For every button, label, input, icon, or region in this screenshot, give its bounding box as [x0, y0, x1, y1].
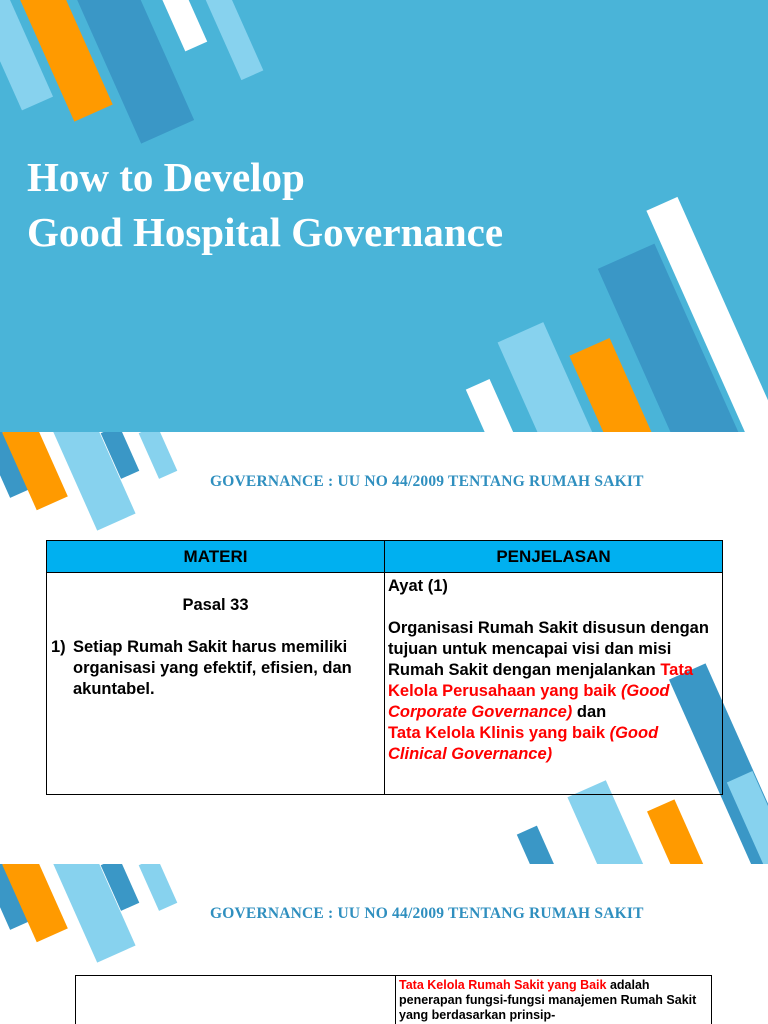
table-header-row: [47, 541, 723, 573]
pasal-label: Pasal 33: [182, 596, 249, 614]
governance-table: [46, 540, 723, 795]
decor-stripe: [647, 799, 707, 864]
table-row: [47, 573, 723, 795]
governance-slide-2: [0, 864, 768, 1024]
governance-table-2: [75, 975, 712, 1024]
slide-heading: GOVERNANCE : UU NO 44/2009 TENTANG RUMAH SAKIT: [210, 905, 644, 922]
definition-cell: [396, 976, 712, 1024]
governance-slide: [0, 432, 768, 864]
decor-stripe: [153, 0, 207, 51]
explanation-red2: Tata Kelola Klinis yang baik: [388, 724, 610, 742]
empty-cell: [76, 976, 396, 1024]
item-text: Setiap Rumah Sakit harus memiliki organisasi yang efektif, efisien, dan akuntabel.: [73, 638, 352, 698]
table-row: [76, 976, 712, 1024]
penjelasan-cell: [385, 573, 723, 795]
title-line-2: Good Hospital Governance: [27, 209, 504, 255]
explanation-red1: Tata Kelola Perusahaan yang baik: [388, 661, 694, 700]
title-slide: [0, 0, 768, 432]
decor-stripe: [139, 864, 178, 911]
list-item: [51, 637, 380, 700]
penjelasan-header: PENJELASAN: [385, 541, 723, 573]
decor-stripe: [517, 826, 557, 864]
definition-text: adalah penerapan fungsi-fungsi manajemen Rumah Sakit yang berdasarkan prinsip-: [399, 978, 697, 1022]
explanation-red2-italic: (Good Clinical Governance): [388, 724, 659, 763]
explanation-red1-italic: (Good Corporate Governance): [388, 682, 670, 721]
slide-title: [27, 150, 503, 260]
slide-heading: GOVERNANCE : UU NO 44/2009 TENTANG RUMAH SAKIT: [210, 473, 644, 490]
explanation-part1: Organisasi Rumah Sakit disusun dengan tujuan untuk mencapai visi dan misi Rumah Sakit dengan menjalankan: [388, 619, 709, 679]
ayat-label: Ayat (1): [388, 577, 448, 595]
decor-stripe: [139, 432, 178, 479]
explanation-and: dan: [572, 703, 607, 721]
item-number: 1): [51, 638, 66, 656]
explanation-text: [388, 618, 719, 765]
materi-header: MATERI: [47, 541, 385, 573]
materi-cell: [47, 573, 385, 795]
definition-red: Tata Kelola Rumah Sakit yang Baik: [399, 978, 607, 992]
title-line-1: How to Develop: [27, 154, 305, 200]
